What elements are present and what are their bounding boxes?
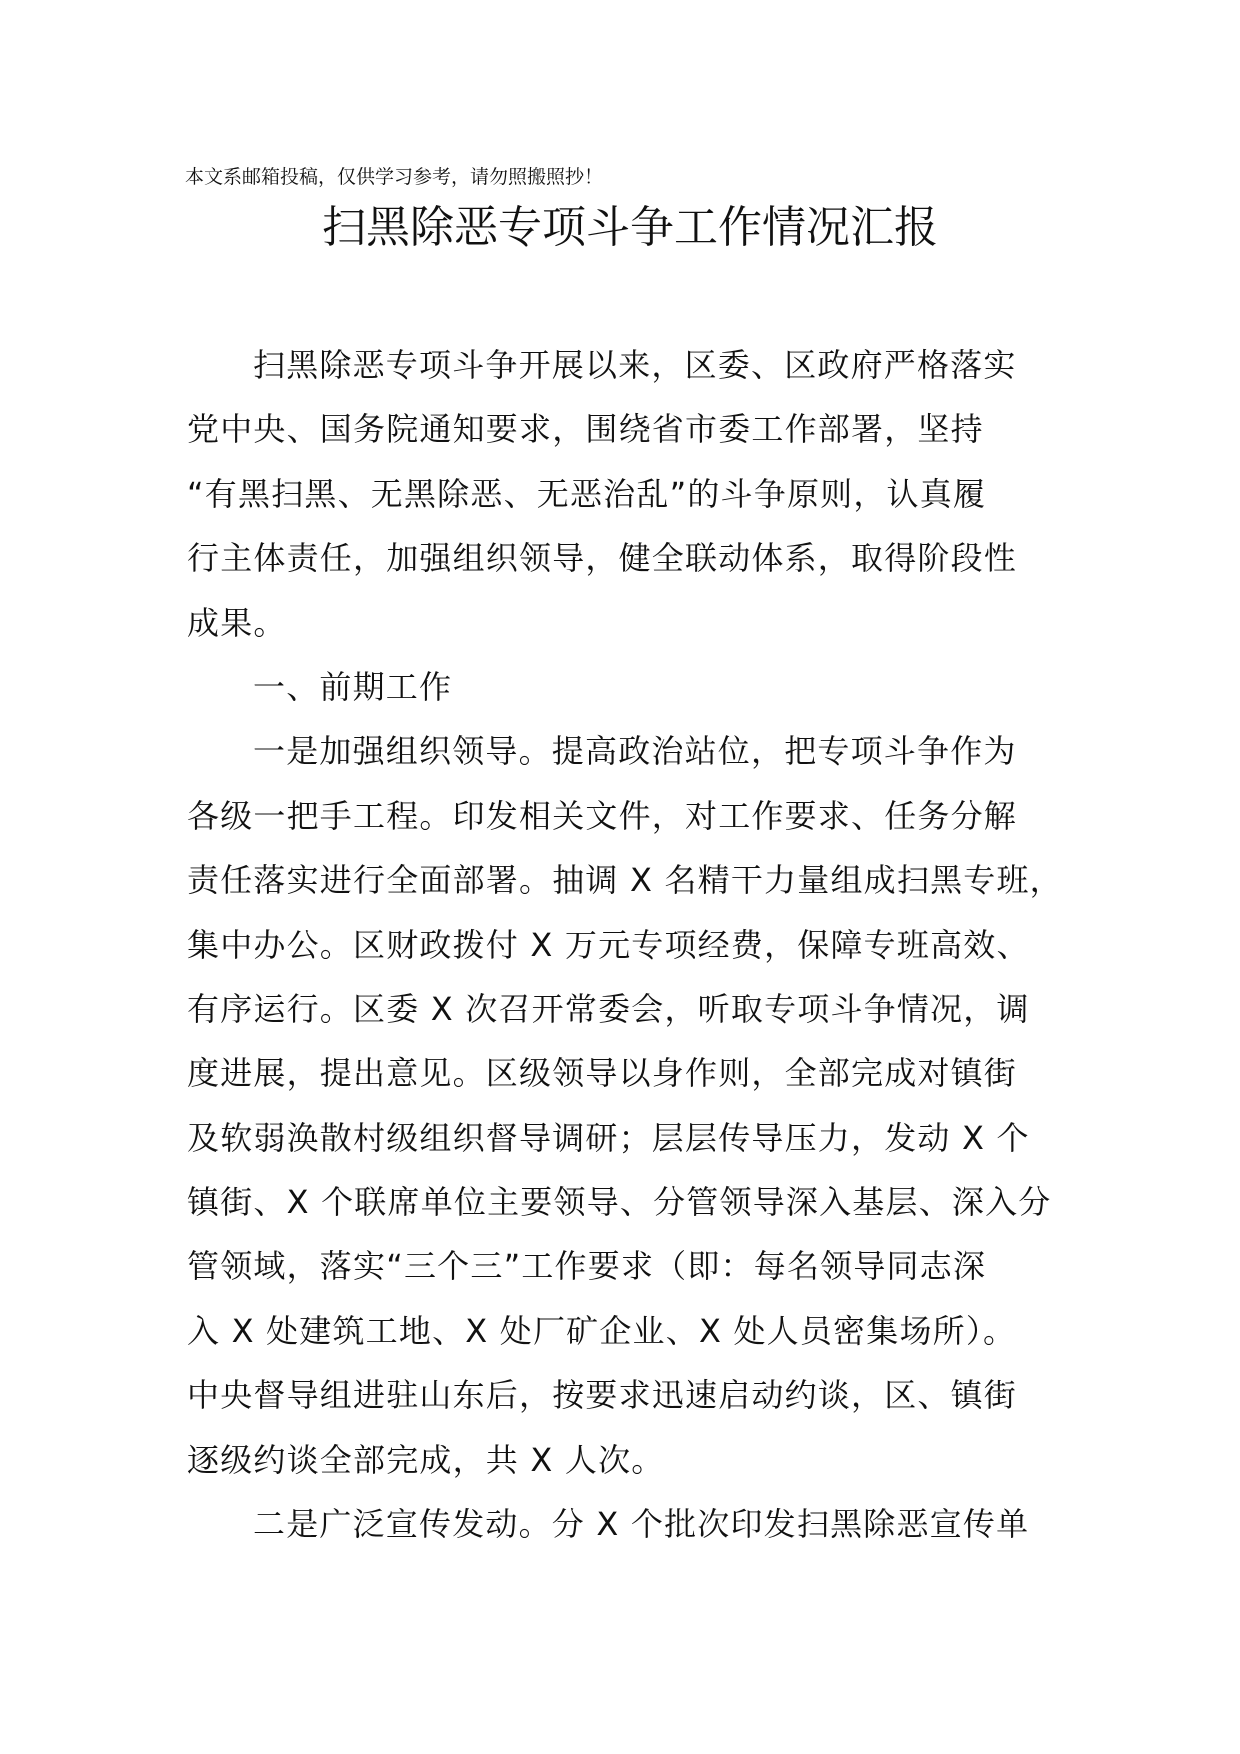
paragraph-line: 集中办公。区财政拨付 X 万元专项经费，保障专班高效、 bbox=[187, 925, 1030, 964]
paragraph-line: 党中央、国务院通知要求，围绕省市委工作部署，坚持 bbox=[187, 410, 984, 449]
paragraph-line: 度进展，提出意见。区级领导以身作则，全部完成对镇街 bbox=[187, 1054, 1018, 1093]
document-title: 扫黑除恶专项斗争工作情况汇报 bbox=[322, 202, 938, 253]
paragraph-line: 及软弱涣散村级组织督导调研；层层传导压力，发动 X 个 bbox=[187, 1118, 1030, 1157]
paragraph-line: 管领域，落实“三个三”工作要求（即：每名领导同志深 bbox=[187, 1247, 987, 1286]
paragraph-line: 镇街、X 个联席单位主要领导、分管领导深入基层、深入分 bbox=[187, 1183, 1052, 1222]
paragraph-line: 中央督导组进驻山东后，按要求迅速启动约谈，区、镇街 bbox=[187, 1376, 1018, 1415]
paragraph-line: 入 X 处建筑工地、X 处厂矿企业、X 处人员密集场所）。 bbox=[187, 1311, 1017, 1350]
document-body bbox=[187, 333, 1087, 1556]
paragraph-line: 一是加强组织领导。提高政治站位，把专项斗争作为 bbox=[253, 732, 1017, 771]
paragraph-line: 二是广泛宣传发动。分 X 个批次印发扫黑除恶宣传单 bbox=[253, 1505, 1030, 1544]
paragraph-line: 各级一把手工程。印发相关文件，对工作要求、任务分解 bbox=[187, 796, 1018, 835]
paragraph-line: “有黑扫黑、无黑除恶、无恶治乱”的斗争原则，认真履 bbox=[187, 474, 987, 513]
paragraph-line: 责任落实进行全面部署。抽调 X 名精干力量组成扫黑专班， bbox=[187, 861, 1063, 900]
submission-notice: 本文系邮箱投稿，仅供学习参考，请勿照搬照抄！ bbox=[185, 166, 604, 188]
paragraph-line: 逐级约谈全部完成，共 X 人次。 bbox=[187, 1440, 665, 1479]
paragraph-line: 成果。 bbox=[187, 603, 287, 642]
paragraph-line: 扫黑除恶专项斗争开展以来，区委、区政府严格落实 bbox=[253, 346, 1017, 384]
section-heading: 一、前期工作 bbox=[253, 667, 453, 706]
paragraph-line: 有序运行。区委 X 次召开常委会，听取专项斗争情况，调 bbox=[187, 989, 1030, 1028]
paragraph-line: 行主体责任，加强组织领导，健全联动体系，取得阶段性 bbox=[187, 539, 1018, 578]
